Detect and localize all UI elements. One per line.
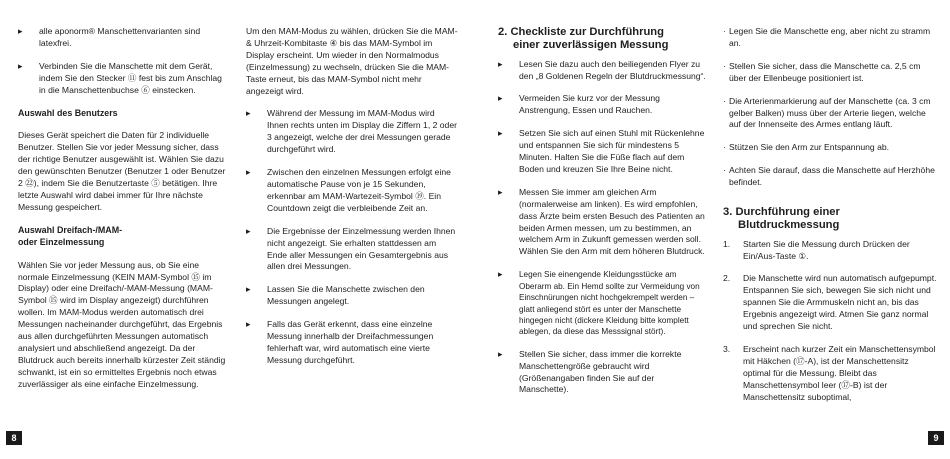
right-column-2 <box>723 26 938 404</box>
step-number: 3. <box>723 344 731 354</box>
step-text: Erscheint nach kurzer Zeit ein Manschettensymbol mit Häkchen (⑰-A), ist der Manschettensitz optimal für die Messung. Bleibt das Manschettensymbol leer (⑰-B) ist der Manschettensitz suboptimal, <box>743 344 936 402</box>
bullet-latex-free: ▸ alle aponorm® Manschettenvarianten sind latexfrei. <box>18 26 230 50</box>
bullet-sit-relax: ▸ Setzen Sie sich auf einen Stuhl mit Rückenlehne und entspannen Sie sich für mindestens 5 Minuten. Halten Sie die Füße flach auf dem Boden und kreuzen Sie Ihre Beine nicht. <box>498 128 706 176</box>
section-heading-measurement-2: Blutdruckmessung <box>738 218 840 231</box>
section-heading-checklist-1: 2. Checkliste zur Durchführung <box>498 26 664 38</box>
paragraph-mam-mode: Um den MAM-Modus zu wählen, drücken Sie die MAM-& Uhrzeit-Kombitaste ④ bis das MAM-Symbol im Display erscheint. Um wieder in den Normalmodus (Einzelmessung) zu wechseln, drücken Sie die MAM-Taste erneut, bis das MAM-Symbol nicht mehr angezeigt wird. <box>246 26 458 96</box>
numbered-step-2 <box>723 273 938 333</box>
left-column-2 <box>246 26 458 367</box>
paragraph-user-selection: Dieses Gerät speichert die Daten für 2 individuelle Benutzer. Stellen Sie vor jeder Messung sicher, dass der richtige Benutzer ausgewählt ist. Wählen Sie dazu den gewünschten Benutzer (Benutzer 1 oder Benutzer 2 ㉒), indem Sie die Benutzertaste ⑤ betätigen. Ihre letzte Auswahl wird dabei immer für Ihre nächste Messung gespeichert. <box>18 130 226 212</box>
heading-triple-line-2: oder Einzelmessung <box>18 236 105 247</box>
heading-triple-line-1: Auswahl Dreifach-/MAM- <box>18 224 123 235</box>
dash-item-support-arm: · Stützen Sie den Arm zur Entspannung ab. <box>723 142 938 154</box>
step-number: 1. <box>723 238 731 249</box>
bullet-avoid-exertion: ▸ Vermeiden Sie kurz vor der Messung Anstrengung, Essen und Rauchen. <box>498 93 706 117</box>
left-column-1 <box>18 26 230 391</box>
numbered-step-1 <box>723 239 938 263</box>
right-column-1 <box>498 26 706 396</box>
dash-item-artery-mark: · Die Arterienmarkierung auf der Manschette (ca. 3 cm gelber Balken) muss über der Arterie liegen, welche auf der Innenseite des Armes entlang läuft. <box>723 96 938 132</box>
step-number: 2. <box>723 273 731 284</box>
bullet-same-arm: ▸ Messen Sie immer am gleichen Arm (normalerweise am linken). Es wird empfohlen, dass Ärzte beim ersten Besuch des Patienten an beiden Armen messen, um zu bestimmen, an welchem Arm in Zukunft gemessen werden soll. Wählen Sie den Arm mit dem höheren Blutdruck. <box>498 187 706 258</box>
bullet-flyer: ▸ Lesen Sie dazu auch den beiliegenden Flyer zu den „8 Goldenen Regeln der Blutdruckmessung“. <box>498 59 706 83</box>
paragraph-triple-measurement: Wählen Sie vor jeder Messung aus, ob Sie eine normale Einzelmessung (KEIN MAM-Symbol ⑮ im Display) oder eine Dreifach/-MAM-Messung (MAM-Symbol ⑮ wird im Display angezeigt) durchführen wollen. Im MAM-Modus werden automatisch drei Messungen nacheinander durchgeführt, das Ergebnis aus allen durchgeführten Messungen automatisch analysiert und abschließend angezeigt. Da der Blutdruck auch bereits innerhalb kürzester Zeit ständig schwankt, ist ein so ermitteltes Ergebnis noch etwas zuverlässiger als eine einfache Einzelmessung. <box>18 259 226 389</box>
dash-item-heart-level: · Achten Sie darauf, dass die Manschette auf Herzhöhe befindet. <box>723 165 938 189</box>
bullet-mam-digits: ▸ Während der Messung im MAM-Modus wird Ihnen rechts unten im Display die Ziffern 1, 2 oder 3 angezeigt, welche der drei Messungen gerade durchgeführt wird. <box>246 108 458 156</box>
step-text: Die Manschette wird nun automatisch aufgepumpt. Entspannen Sie sich, bewegen Sie sich nicht und spannen Sie die Armmuskeln nicht an, bis das Ergebnis angezeigt wird. Atmen Sie ganz normal und sprechen Sie nicht. <box>743 273 937 332</box>
section-heading-measurement-1: 3. Durchführung einer <box>723 206 840 219</box>
bullet-connect-cuff: ▸ Verbinden Sie die Manschette mit dem Gerät, indem Sie den Stecker ⑪ fest bis zum Anschlag in die Manschettenbuchse ⑥ einstecken. <box>18 61 230 97</box>
numbered-step-3 <box>723 344 938 404</box>
bullet-mam-pause: ▸ Zwischen den einzelnen Messungen erfolgt eine automatische Pause von je 15 Sekunden, erkennbar am MAM-Wartezeit-Symbol ⑲. Ein Countdown zeigt die verbleibende Zeit an. <box>246 167 458 215</box>
step-text: Starten Sie die Messung durch Drücken der Ein/Aus-Taste ①. <box>743 238 910 261</box>
page-number-left: 8 <box>6 431 22 445</box>
dash-item-cuff-position: · Stellen Sie sicher, dass die Manschette ca. 2,5 cm über der Ellenbeuge positioniert ist. <box>723 61 938 85</box>
bullet-mam-cuff-on: ▸ Lassen Sie die Manschette zwischen den Messungen angelegt. <box>246 284 458 308</box>
dash-item-cuff-tight: · Legen Sie die Manschette eng, aber nicht zu stramm an. <box>723 26 938 50</box>
bullet-mam-fourth: ▸ Falls das Gerät erkennt, dass eine einzelne Messung innerhalb der Dreifachmessungen fehlerhaft war, wird automatisch eine vierte Messung durchgeführt. <box>246 319 458 367</box>
bullet-clothing: ▸ Legen Sie einengende Kleidungsstücke am Oberarm ab. Ein Hemd sollte zur Vermeidung von Einschnürungen nicht hochgekrempelt werden – glatt anliegend stört es unter der Manschette hingegen nicht (dickere Kleidung bitte komplett ablegen, da diese das Messsignal stört). <box>498 269 706 337</box>
heading-user-selection: Auswahl des Benutzers <box>18 107 118 118</box>
page-number-right: 9 <box>928 431 944 445</box>
section-heading-checklist-2: einer zuverlässigen Messung <box>513 38 669 51</box>
bullet-cuff-size: ▸ Stellen Sie sicher, dass immer die korrekte Manschettengröße gebraucht wird (Größenangaben finden Sie auf der Manschette). <box>498 349 706 397</box>
bullet-mam-results: ▸ Die Ergebnisse der Einzelmessung werden Ihnen nicht angezeigt. Sie erhalten stattdessen am Ende aller Messungen ein Gesamtergebnis aus allen drei Messungen. <box>246 226 458 274</box>
